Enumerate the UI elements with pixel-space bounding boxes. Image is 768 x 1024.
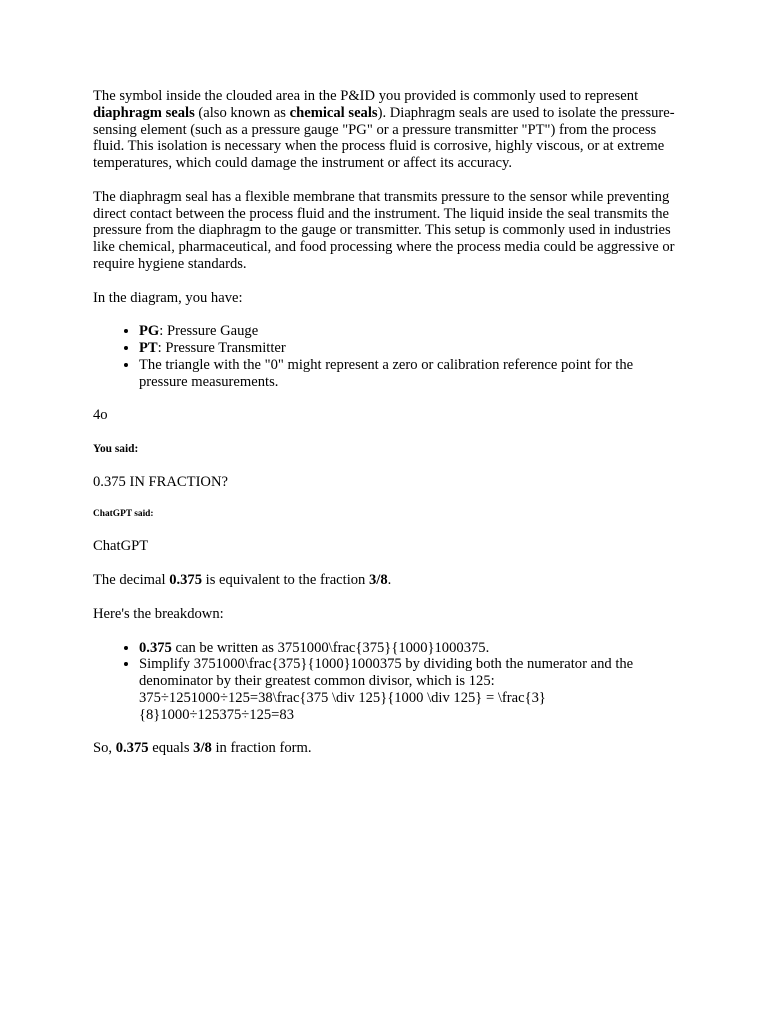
text-run: .	[387, 572, 392, 589]
chatgpt-heading: ChatGPT	[93, 537, 149, 554]
you-said-label: You said:	[93, 442, 139, 455]
list-item-text: : Pressure Transmitter	[157, 339, 286, 356]
list-item-pt	[139, 340, 683, 357]
chatgpt-said-label: ChatGPT said:	[93, 508, 154, 519]
user-message: 0.375 IN FRACTION?	[93, 473, 228, 490]
bold-decimal: 0.375	[169, 572, 203, 589]
list-item-written-as	[139, 640, 683, 657]
breakdown-list	[93, 640, 683, 724]
answer2-paragraph-1	[93, 572, 683, 589]
text-run: (also known as	[194, 104, 290, 121]
list-item-triangle	[139, 357, 683, 391]
bold-term-diaphragm-seals: diaphragm seals	[93, 104, 195, 121]
document-body	[93, 88, 683, 774]
text-run: in fraction form.	[211, 740, 312, 757]
answer2-paragraph-2: Here's the breakdown:	[93, 605, 224, 622]
answer-paragraph-3: In the diagram, you have:	[93, 289, 243, 306]
bold-fraction: 3/8	[193, 740, 212, 757]
bold-decimal: 0.375	[115, 740, 149, 757]
text-run: The symbol inside the clouded area in the P&ID you provided is commonly used to represent	[93, 88, 639, 104]
bold-term: 0.375	[139, 639, 172, 656]
list-item-pg	[139, 323, 683, 340]
closing-paragraph	[93, 740, 683, 757]
text-run: equals	[148, 740, 194, 757]
model-tag: 4o	[93, 407, 108, 424]
bold-term: PT	[139, 339, 158, 356]
bold-fraction: 3/8	[369, 572, 388, 589]
answer-paragraph-2: The diaphragm seal has a flexible membrane that transmits pressure to the sensor while preventing direct contact between the process fluid and the instrument. The liquid inside the seal transmits the pressure from the diaphragm to the gauge or transmitter. This setup is commonly used in industries like chemical, pharmaceutical, and food processing where the process media could be aggressive or require hygiene standards.	[93, 188, 675, 272]
bold-term: PG	[139, 323, 160, 340]
list-item-text: : Pressure Gauge	[159, 323, 259, 340]
bold-term-chemical-seals: chemical seals	[289, 104, 378, 121]
list-item-text: The triangle with the "0" might represent a zero or calibration reference point for the pressure measurements.	[139, 356, 634, 390]
answer-paragraph-1	[93, 88, 683, 172]
list-item-text: can be written as 3751000\frac{375}{1000}1000375.	[171, 639, 490, 656]
list-item-simplify	[139, 656, 683, 723]
list-item-text: Simplify 3751000\frac{375}{1000}1000375 by dividing both the numerator and the denominator by their greatest common divisor, which is 125: 375÷1251000÷125=38\frac{375 \div 125}{1000 \div 125} = \frac{3}{8}1000÷125375÷125=83	[139, 656, 634, 723]
text-run: is equivalent to the fraction	[202, 572, 369, 589]
diagram-items-list	[93, 323, 683, 390]
text-run: The decimal	[93, 572, 170, 589]
text-run: ). Diaphragm seals are used to isolate the pressure-sensing element (such as a pressure gauge "PG" or a pressure transmitter "PT") from the process fluid. This isolation is necessary when the process fluid is corrosive, highly viscous, or at extreme temperatures, which could damage the instrument or affect its accuracy.	[93, 104, 675, 172]
text-run: So,	[93, 740, 116, 757]
